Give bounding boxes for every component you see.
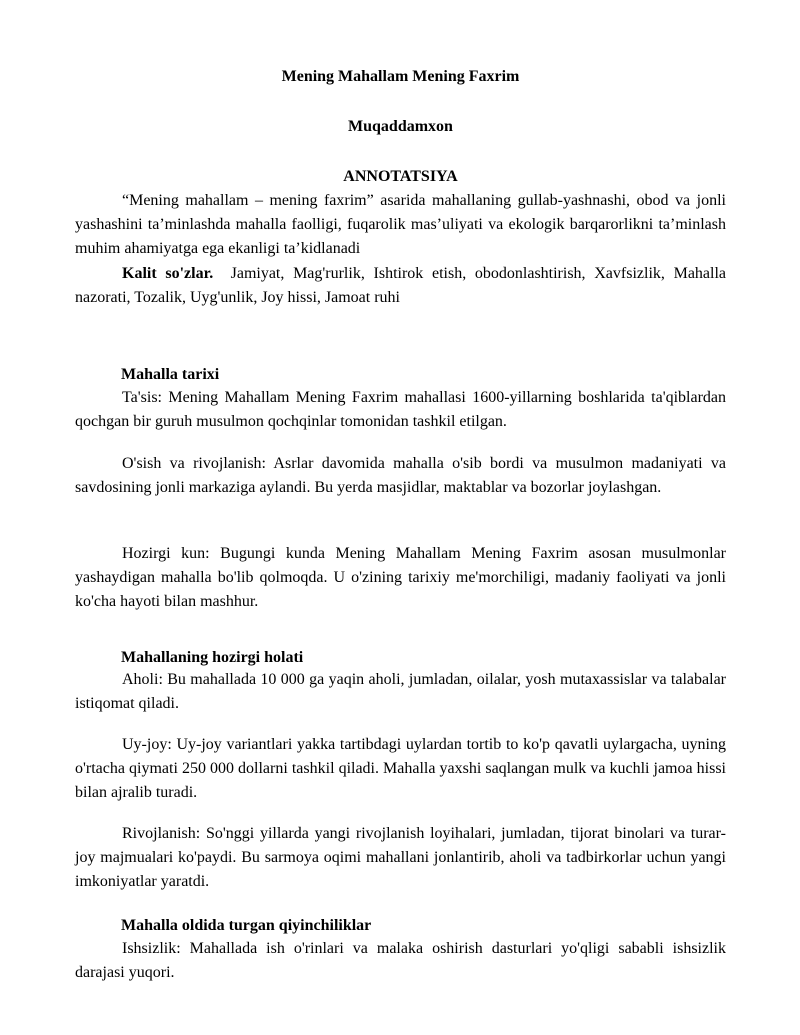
document-title: Mening Mahallam Mening Faxrim	[281, 68, 520, 85]
keywords-paragraph	[75, 262, 726, 310]
keywords-label: Kalit so'zlar.	[122, 265, 214, 282]
annotation-text: “Mening mahallam – mening faxrim” asarida mahallaning gullab-yashnashi, obod va jonli yashashini ta’minlashda mahalla faolligi, fuqarolik mas’uliyati va ekologik barqarorlikni ta’minlash muhim ahamiyatga ega ekanligi ta’kidlanadi	[75, 192, 726, 257]
section-paragraph: Aholi: Bu mahallada 10 000 ga yaqin aholi, jumladan, oilalar, yosh mutaxassislar va talabalar istiqomat qiladi.	[75, 671, 726, 712]
section-heading: Mahallaning hozirgi holati	[121, 649, 304, 666]
section-paragraph: O'sish va rivojlanish: Asrlar davomida mahalla o'sib bordi va musulmon madaniyati va savdosining jonli markaziga aylandi. Bu yerda masjidlar, maktablar va bozorlar joylashgan.	[75, 455, 726, 496]
section-paragraph: Hozirgi kun: Bugungi kunda Mening Mahallam Mening Faxrim asosan musulmonlar yashaydigan mahalla bo'lib qolmoqda. U o'zining tarixiy me'morchiligi, madaniy faoliyati va jonli ko'cha hayoti bilan mashhur.	[75, 545, 726, 610]
section-paragraph: Rivojlanish: So'nggi yillarda yangi rivojlanish loyihalari, jumladan, tijorat binolari va turar-joy majmualari ko'paydi. Bu sarmoya oqimi mahallani jonlantirib, aholi va tadbirkorlar uchun yangi imkoniyatlar yaratdi.	[75, 825, 726, 890]
keywords-text: Jamiyat, Mag'rurlik, Ishtirok etish, obodonlashtirish, Xavfsizlik, Mahalla nazorati, Tozalik, Uyg'unlik, Joy hissi, Jamoat ruhi	[75, 265, 727, 306]
section-heading: Mahalla oldida turgan qiyinchiliklar	[121, 917, 372, 934]
section-paragraph: Ishsizlik: Mahallada ish o'rinlari va malaka oshirish dasturlari yo'qligi sababli ishsizlik darajasi yuqori.	[75, 940, 726, 981]
section-paragraph: Ta'sis: Mening Mahallam Mening Faxrim mahallasi 1600-yillarning boshlarida ta'qiblardan qochgan bir guruh musulmon qochqinlar tomonidan tashkil etilgan.	[75, 389, 726, 430]
document-author: Muqaddamxon	[348, 118, 453, 135]
annotation-heading: ANNOTATSIYA	[343, 168, 458, 185]
section-heading: Mahalla tarixi	[121, 366, 220, 383]
section-paragraph: Uy-joy: Uy-joy variantlari yakka tartibdagi uylardan tortib to ko'p qavatli uylargacha, uyning o'rtacha qiymati 250 000 dollarni tashkil qiladi. Mahalla yaxshi saqlangan mulk va kuchli jamoa hissi bilan ajralib turadi.	[75, 736, 726, 801]
